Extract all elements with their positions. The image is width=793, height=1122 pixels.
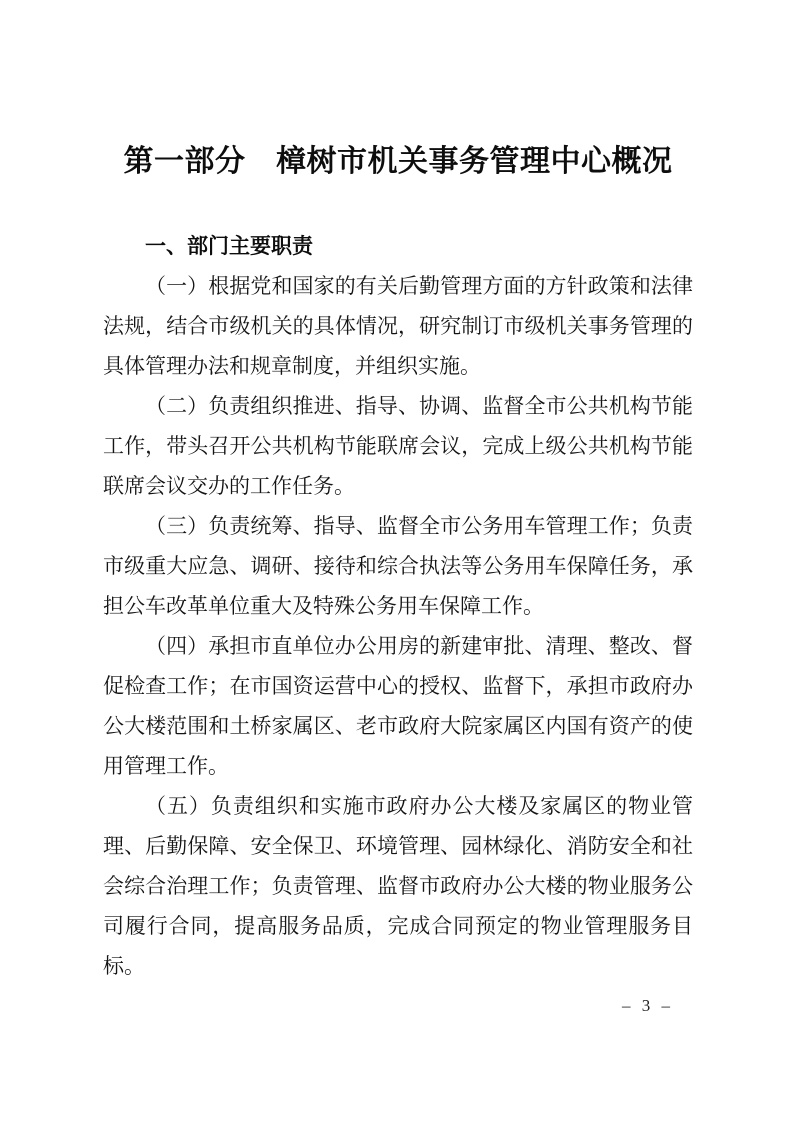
section-heading: 一、部门主要职责 xyxy=(145,235,313,258)
paragraph-5: （五）负责组织和实施市政府办公大楼及家属区的物业管理、后勤保障、安全保卫、环境管理、园林绿化、消防安全和社会综合治理工作；负责管理、监督市政府办公大楼的物业服务公司履行合同，提高服务品质，完成合同预定的物业管理服务目标。 xyxy=(103,794,693,978)
paragraph-2: （二）负责组织推进、指导、协调、监督全市公共机构节能工作，带头召开公共机构节能联席会议，完成上级公共机构节能联席会议交办的工作任务。 xyxy=(103,394,693,498)
paragraph-4: （四）承担市直单位办公用房的新建审批、清理、整改、督促检查工作；在市国资运营中心的授权、监督下，承担市政府办公大楼范围和土桥家属区、老市政府大院家属区内国有资产的使用管理工作。 xyxy=(103,634,693,778)
page-title: 第一部分 樟树市机关事务管理中心概况 xyxy=(123,145,673,178)
paragraph-3: （三）负责统筹、指导、监督全市公务用车管理工作；负责市级重大应急、调研、接待和综合执法等公务用车保障任务，承担公车改革单位重大及特殊公务用车保障工作。 xyxy=(103,514,693,618)
document-body xyxy=(103,266,693,986)
page-number: – 3 – xyxy=(622,996,671,1015)
paragraph-1: （一）根据党和国家的有关后勤管理方面的方针政策和法律法规，结合市级机关的具体情况，研究制订市级机关事务管理的具体管理办法和规章制度，并组织实施。 xyxy=(103,274,693,378)
